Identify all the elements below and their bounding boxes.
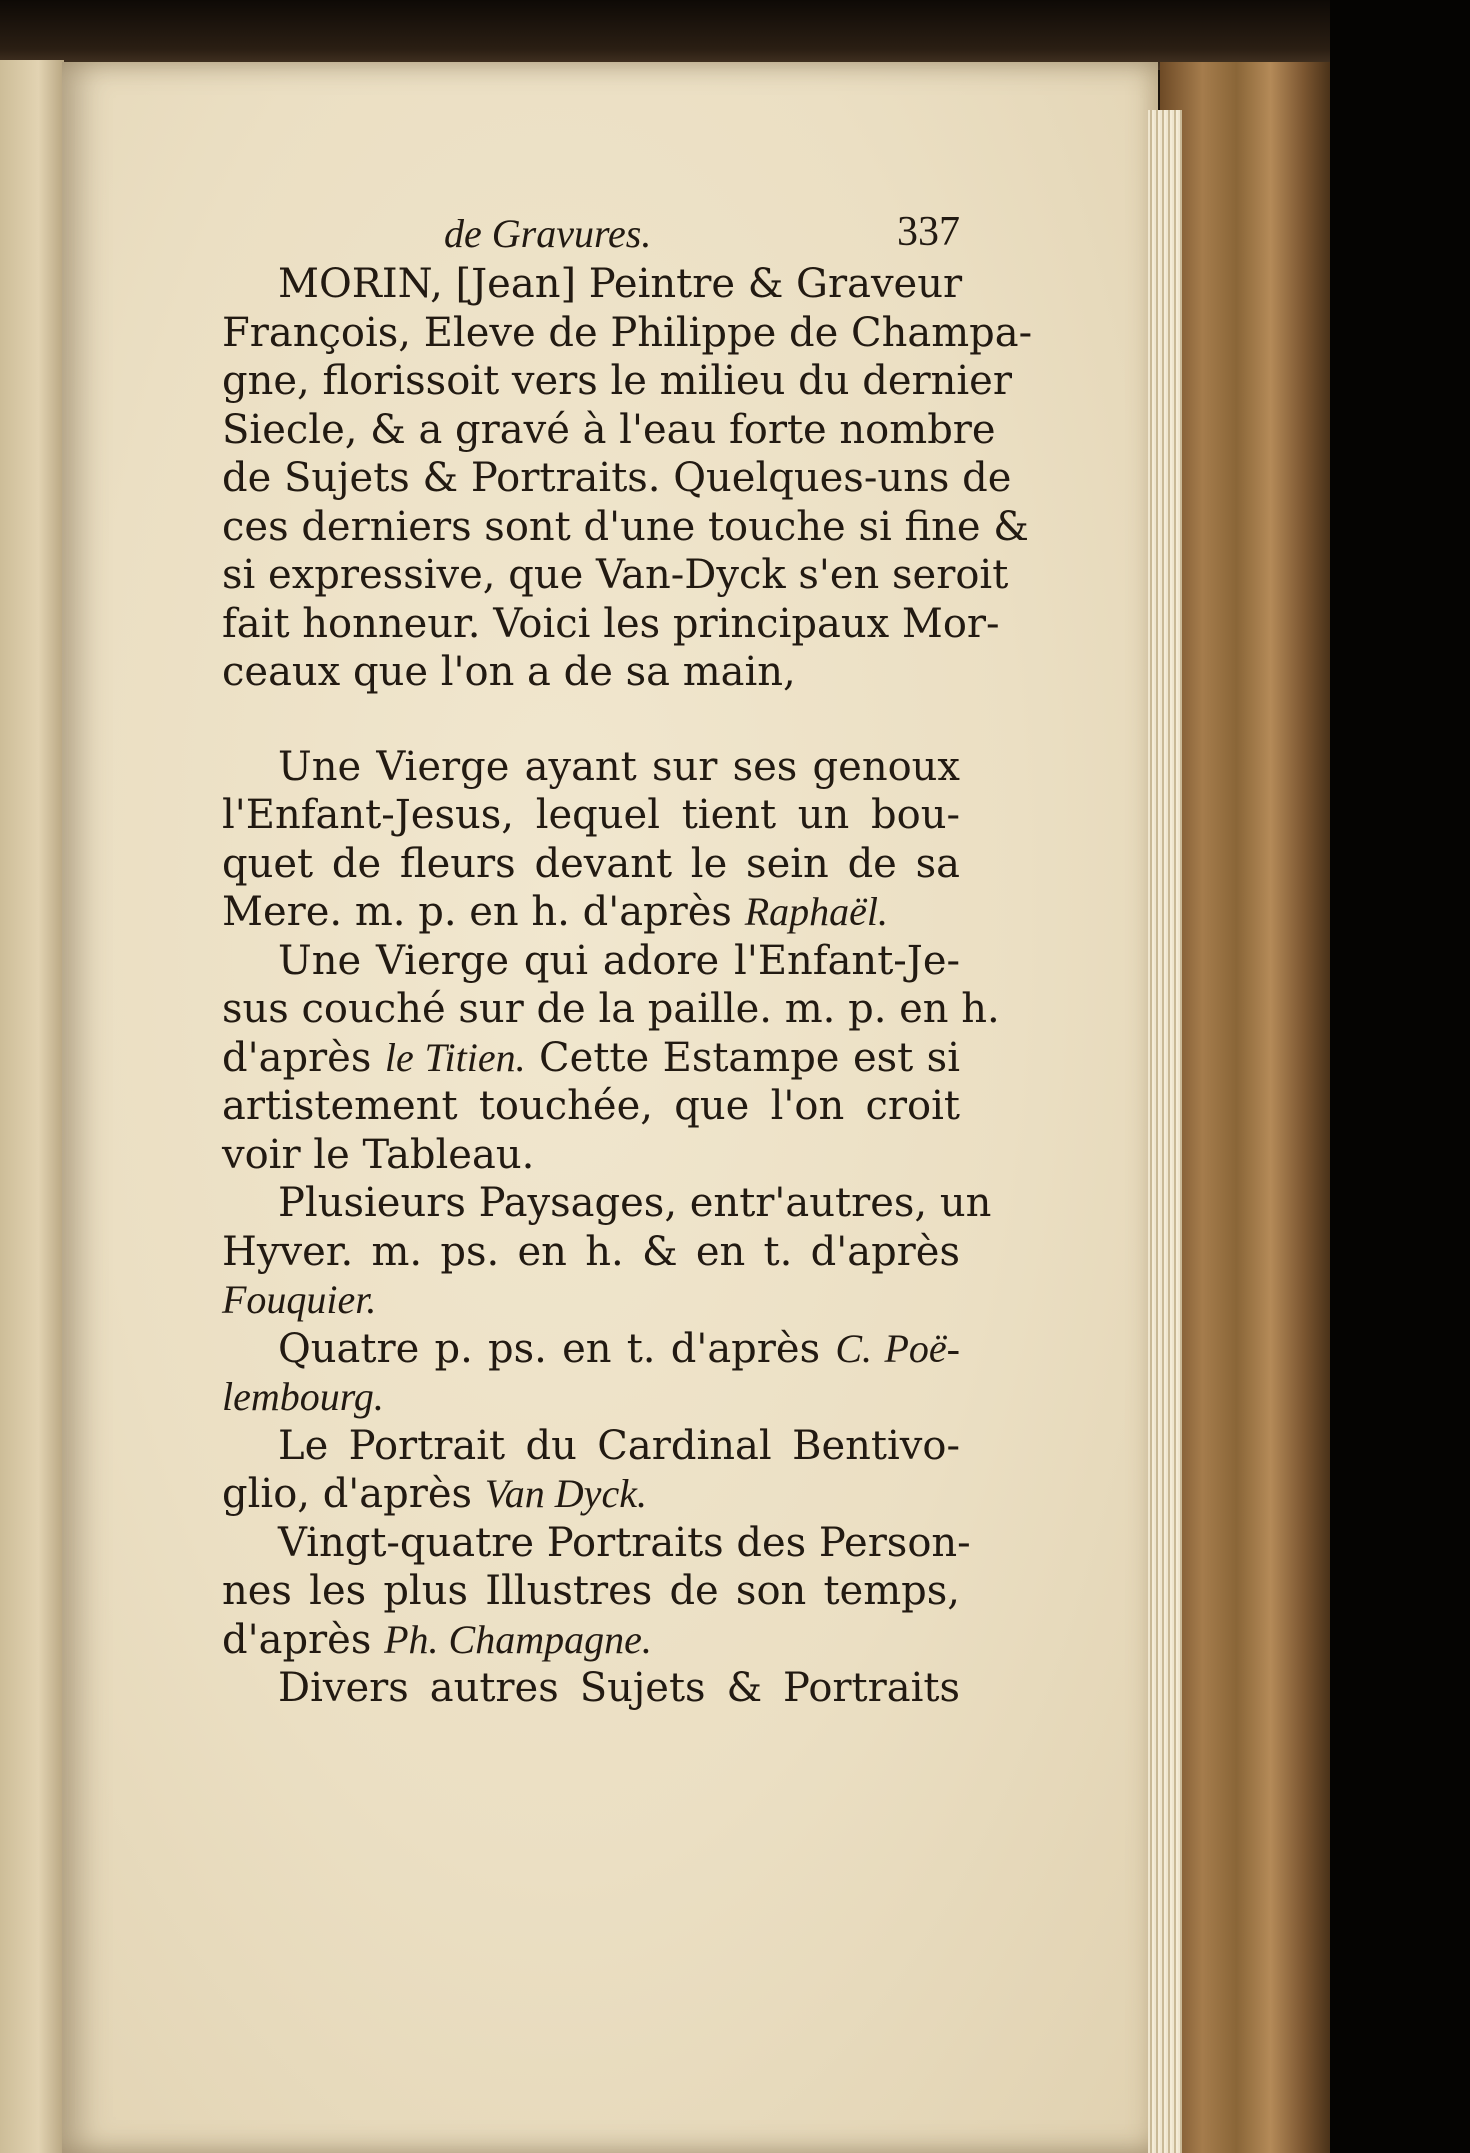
text-run: Mere. m. p. en h. d'après [222, 889, 745, 935]
intro-line [222, 260, 963, 309]
italic-name: le Titien. [384, 1034, 526, 1080]
text-run: de Sujets & Portraits. Quelques-uns de [222, 455, 1012, 501]
intro-line [222, 551, 1009, 600]
page-stack-edge [1148, 110, 1182, 2153]
text-run: Siecle, & a gravé à l'eau forte nombre [222, 406, 996, 453]
italic-name: Raphaël. [744, 889, 888, 934]
text-run: sus couché sur de la paille. m. p. en h. [222, 986, 1000, 1032]
intro-line [222, 309, 1033, 358]
intro-line [222, 406, 996, 455]
italic-name: C. Poë- [835, 1325, 960, 1371]
works-line [222, 1325, 960, 1374]
intro-line [222, 503, 1029, 552]
text-run: Plusieurs Paysages, entr'autres, un [278, 1180, 992, 1226]
page-header [222, 210, 960, 260]
text-run: d'après [222, 1034, 385, 1081]
page-number: 337 [897, 209, 960, 255]
text-run: ces derniers sont d'une touche si fine & [222, 503, 1029, 550]
works-line [222, 1034, 960, 1083]
text-run: gne, florissoit vers le milieu du dernier [222, 358, 1012, 404]
text-run: d'après [222, 1616, 385, 1663]
text-run: Cette Estampe est si [525, 1034, 960, 1081]
running-title: de Gravures. [444, 211, 652, 256]
leather-cover-edge [1160, 62, 1330, 2153]
text-run: quet de fleurs devant le sein de sa [222, 840, 960, 887]
works-line [222, 888, 960, 937]
intro-line [222, 600, 1000, 649]
text-run: artistement touchée, que l'on croit [222, 1083, 960, 1129]
text-run: François, Eleve de Philippe de Champa- [222, 309, 1033, 356]
book-top-edge [0, 0, 1470, 70]
works-line [222, 1422, 960, 1471]
text-run: ceaux que l'on a de sa main, [222, 649, 796, 695]
facing-page-edge [0, 60, 64, 2153]
works-line [222, 1567, 960, 1616]
intro-line [222, 648, 960, 697]
works-line [222, 1664, 960, 1713]
entry-intro-paragraph [222, 260, 1033, 697]
works-list [222, 743, 1000, 1713]
text-run: Une Vierge ayant sur ses genoux [278, 743, 960, 790]
works-line [222, 1373, 960, 1422]
text-run: Vingt-quatre Portraits des Person- [278, 1519, 971, 1566]
works-line [222, 985, 1000, 1034]
works-line [222, 1616, 960, 1665]
page-text-block [222, 209, 1033, 1713]
italic-name: lembourg. [222, 1374, 384, 1419]
intro-line [222, 357, 1012, 406]
text-run: si expressive, que Van-Dyck s'en seroit [222, 552, 1009, 598]
text-run: Hyver. m. ps. en h. & en t. d'après [222, 1228, 960, 1275]
text-run: Une Vierge qui adore l'Enfant-Je- [278, 937, 960, 984]
works-line [222, 743, 960, 792]
text-run: Quatre p. ps. en t. d'après [278, 1325, 836, 1372]
text-run: l'Enfant-Jesus, lequel tient un bou- [222, 792, 960, 838]
paragraph-gap [222, 697, 960, 743]
works-line [222, 1179, 992, 1228]
italic-name: Fouquier. [222, 1277, 377, 1322]
works-line [222, 1131, 960, 1180]
text-run: voir le Tableau. [222, 1131, 535, 1178]
text-run: nes les plus Illustres de son temps, [222, 1568, 960, 1614]
works-line [222, 1082, 960, 1131]
italic-name: Van Dyck. [484, 1471, 647, 1516]
text-run: glio, d'après [222, 1471, 485, 1517]
text-run: fait honneur. Voici les principaux Mor- [222, 600, 1000, 647]
works-line [222, 1470, 960, 1519]
works-line [222, 791, 960, 840]
works-line [222, 937, 960, 986]
italic-name: Ph. Champagne. [384, 1616, 652, 1662]
works-line [222, 1519, 971, 1568]
intro-line [222, 454, 1012, 503]
works-line [222, 1228, 960, 1277]
text-run: MORIN, [Jean] Peintre & Graveur [278, 261, 963, 307]
text-run: Divers autres Sujets & Portraits [278, 1665, 960, 1711]
text-run: Le Portrait du Cardinal Bentivo- [278, 1422, 960, 1469]
scan-background [1330, 0, 1470, 2153]
works-line [222, 1276, 960, 1325]
works-line [222, 840, 960, 889]
